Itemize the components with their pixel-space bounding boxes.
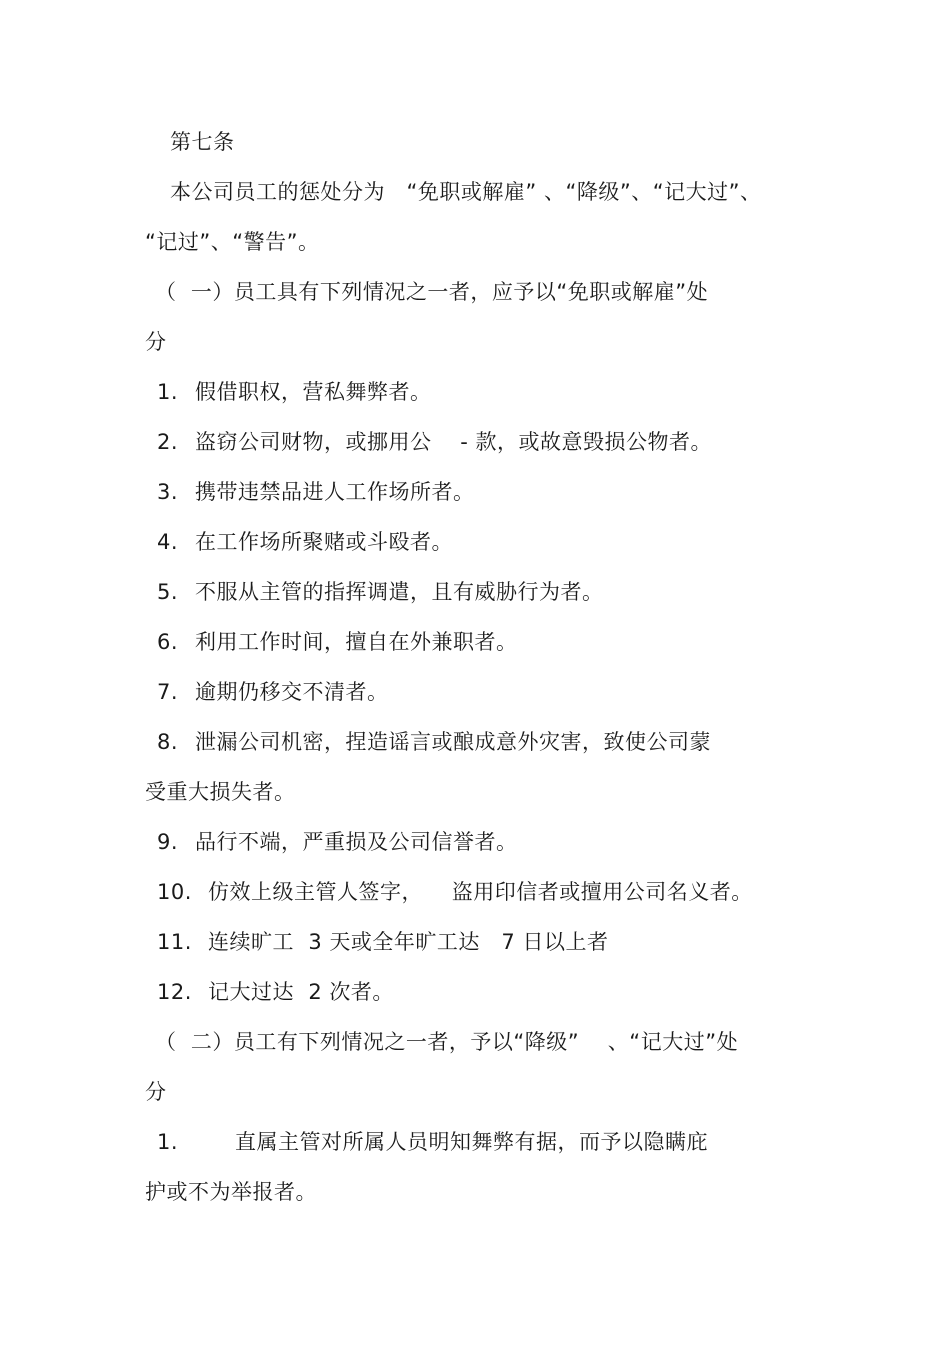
list-item-number: 1. xyxy=(157,1130,179,1154)
list-item-text: 品行不端，严重损及公司信誉者。 xyxy=(195,830,518,854)
article-heading: 第七条 xyxy=(170,130,235,154)
list-item-text: 泄漏公司机密，捏造谣言或酿成意外灾害，致使公司蒙 xyxy=(195,730,711,754)
list-item-number: 5. xyxy=(157,580,179,604)
list-item-text: 假借职权，营私舞弊者。 xyxy=(195,380,432,404)
list-item-number: 1. xyxy=(157,380,179,404)
list-item-text: 携带违禁品进人工作场所者。 xyxy=(195,480,475,504)
list-item-number: 10. xyxy=(157,880,192,904)
list-item-number: 3. xyxy=(157,480,179,504)
section-1-title-line-1: （ 一）员工具有下列情况之一者，应予以“免职或解雇”处 xyxy=(155,280,709,304)
list-item-number: 11. xyxy=(157,930,192,954)
list-item-text: 连续旷工 3 天或全年旷工达 7 日以上者 xyxy=(208,930,609,954)
list-item-continuation: 受重大损失者。 xyxy=(145,780,296,804)
list-item-number: 2. xyxy=(157,430,179,454)
intro-line-2: “记过”、“警告”。 xyxy=(145,230,320,254)
list-item-number: 8. xyxy=(157,730,179,754)
list-item-text: 仿效上级主管人签字， 盗用印信者或擅用公司名义者。 xyxy=(208,880,753,904)
section-2-title-line-2: 分 xyxy=(145,1080,167,1104)
list-item-continuation: 护或不为举报者。 xyxy=(145,1180,317,1204)
list-item-text: 利用工作时间，擅自在外兼职者。 xyxy=(195,630,518,654)
list-item-text: 逾期仍移交不清者。 xyxy=(195,680,389,704)
list-item-text: 盗窃公司财物，或挪用公 - 款，或故意毁损公物者。 xyxy=(195,430,712,454)
list-item-number: 7. xyxy=(157,680,179,704)
list-item-number: 6. xyxy=(157,630,179,654)
list-item-number: 12. xyxy=(157,980,192,1004)
list-item-text: 直属主管对所属人员明知舞弊有据，而予以隐瞒庇 xyxy=(235,1130,708,1154)
section-2-title-line-1: （ 二）员工有下列情况之一者，予以“降级” 、“记大过”处 xyxy=(155,1030,739,1054)
list-item-text: 不服从主管的指挥调遣，且有威胁行为者。 xyxy=(195,580,604,604)
list-item-number: 9. xyxy=(157,830,179,854)
list-item-text: 在工作场所聚赌或斗殴者。 xyxy=(195,530,453,554)
list-item-number: 4. xyxy=(157,530,179,554)
section-1-title-line-2: 分 xyxy=(145,330,167,354)
intro-line-1: 本公司员工的惩处分为 “免职或解雇” 、“降级”、“记大过”、 xyxy=(170,180,762,204)
list-item-text: 记大过达 2 次者。 xyxy=(208,980,394,1004)
